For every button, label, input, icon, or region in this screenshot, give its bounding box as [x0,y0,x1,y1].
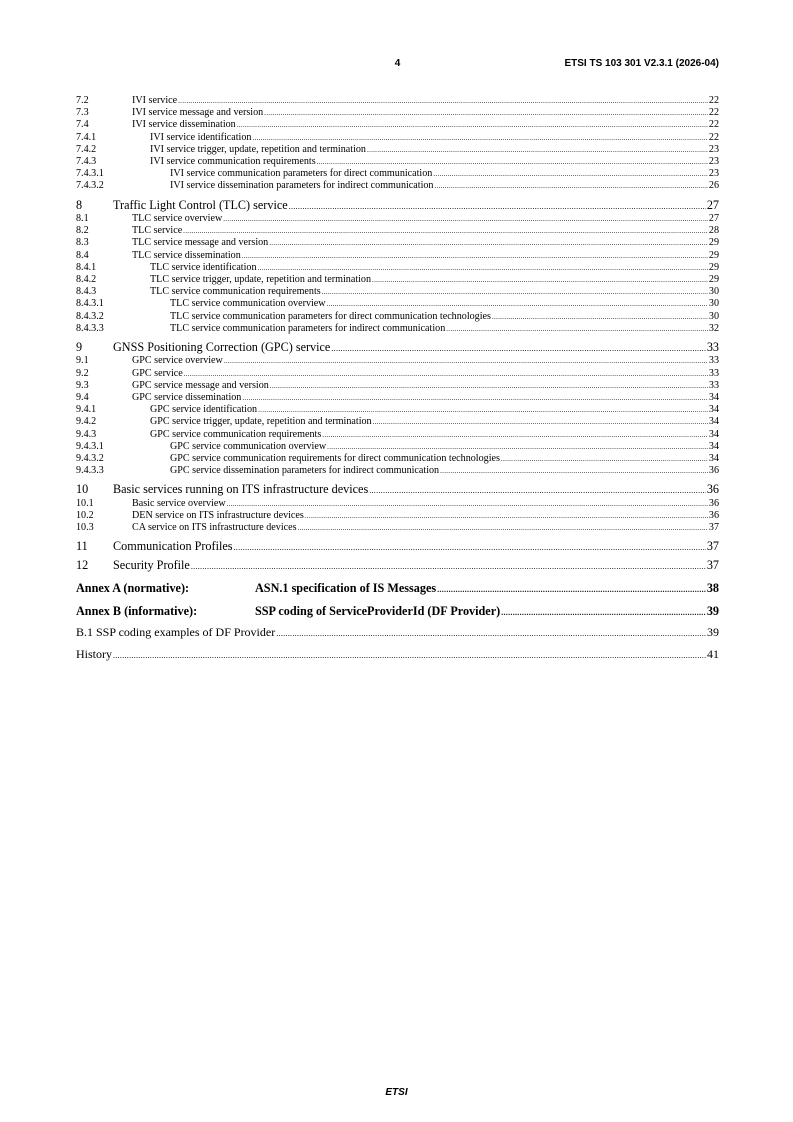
toc-entry-number: 9.4.3.2 [76,452,104,464]
toc-entry[interactable] [76,225,719,237]
toc-entry-number: 9.3 [76,379,89,391]
toc-leader-dots [234,541,706,555]
page-footer: ETSI [385,1087,408,1098]
toc-entry-page: 34 [708,452,719,464]
toc-entry[interactable] [76,510,719,522]
toc-entry-number: 10.3 [76,522,94,534]
toc-entry[interactable] [76,380,719,392]
toc-entry-page: 37 [708,522,719,534]
toc-entry-page: 30 [708,286,719,298]
toc-leader-dots [492,311,708,323]
toc-entry-page: 34 [708,416,719,428]
toc-entry-page: 30 [708,298,719,310]
toc-leader-dots [369,484,706,498]
toc-leader-dots [327,441,708,453]
toc-entry-title: TLC service communication requirements [150,286,321,298]
toc-entry[interactable] [76,647,719,661]
toc-entry-page: 34 [708,440,719,452]
toc-entry-title: GPC service overview [132,355,223,367]
toc-entry-number: 9.2 [76,367,89,379]
toc-entry-number: 9.4.3 [76,428,97,440]
toc-entry-number: 9.4.1 [76,404,97,416]
toc-entry-title: GPC service communication requirements [150,428,322,440]
toc-leader-dots [331,342,705,356]
toc-leader-dots [373,416,708,428]
toc-leader-dots [184,368,708,380]
toc-leader-dots [252,132,707,144]
toc-entry-title: TLC service overview [132,213,223,224]
toc-entry-page: 28 [708,225,719,237]
toc-leader-dots [191,560,706,574]
toc-entry-title: History [76,647,112,662]
toc-entry[interactable] [76,604,719,618]
toc-entry-number: 7.4 [76,119,89,131]
toc-entry[interactable] [76,625,719,639]
toc-leader-dots [223,213,708,225]
toc-entry-title: GPC service trigger, update, repetition and termination [150,416,372,428]
toc-entry-page: 22 [708,107,719,119]
toc-entry-page: 36 [708,465,719,477]
toc-entry-page: 27 [708,213,719,224]
toc-entry-number: 7.4.3.1 [76,168,104,180]
toc-leader-dots [440,465,708,477]
toc-entry-page: 34 [708,391,719,403]
toc-entry-page: 23 [708,155,719,167]
toc-entry-title: TLC service message and version [132,237,269,249]
toc-entry-title: SSP coding of ServiceProviderId (DF Provider) [255,604,501,619]
toc-entry[interactable] [76,539,719,553]
toc-entry[interactable] [76,237,719,249]
page-header [76,58,719,72]
toc-leader-dots [242,250,708,262]
toc-leader-dots [305,510,708,522]
page-number: 4 [394,58,401,69]
toc-entry-number: 7.4.3 [76,155,97,167]
toc-entry[interactable] [76,311,719,323]
toc-entry-title: GPC service message and version [132,379,269,391]
toc-entry-title: GPC service communication overview [170,440,327,452]
toc-entry-title: TLC service communication overview [170,298,326,310]
toc-entry-page: 29 [708,273,719,285]
toc-leader-dots [289,200,706,214]
toc-entry-title: GPC service dissemination [132,391,242,403]
toc-leader-dots [322,429,708,441]
toc-entry-title: IVI service [132,95,178,106]
toc-leader-dots [372,274,708,286]
toc-entry-page: 41 [707,647,719,662]
toc-entry[interactable] [76,498,719,510]
toc-entry[interactable] [76,156,719,168]
toc-entry-title: IVI service dissemination [132,119,236,131]
toc-entry[interactable] [76,95,719,107]
toc-entry-number: 8.4.3.3 [76,322,104,334]
toc-entry-page: 23 [708,168,719,180]
toc-entry-number: 10.1 [76,497,94,509]
toc-entry-number: 12 [76,558,89,573]
table-of-contents [76,95,719,661]
toc-leader-dots [269,237,708,249]
toc-leader-dots [367,144,708,156]
toc-entry-title: SSP coding examples of DF Provider [96,625,276,640]
toc-entry-title: Communication Profiles [113,539,233,554]
toc-entry[interactable] [76,558,719,572]
toc-entry-page: 39 [707,625,719,640]
toc-entry[interactable] [76,168,719,180]
toc-entry-title: TLC service trigger, update, repetition and termination [150,273,372,285]
toc-entry-page: 33 [708,379,719,391]
toc-entry-title: GNSS Positioning Correction (GPC) service [113,339,331,354]
toc-entry-number: 9.4.3.1 [76,440,104,452]
toc-entry-page: 36 [706,482,719,497]
toc-entry-title: GPC service identification [150,404,258,416]
toc-entry-page: 36 [708,509,719,521]
toc-entry-number: 7.2 [76,95,89,106]
toc-entry[interactable] [76,250,719,262]
toc-entry[interactable] [76,429,719,441]
toc-leader-dots [183,225,708,237]
toc-entry-title: IVI service dissemination parameters for indirect communication [170,180,434,192]
toc-entry-number: 8.2 [76,225,89,237]
toc-entry-page: 30 [708,310,719,322]
toc-entry[interactable] [76,416,719,428]
toc-entry-number: 10.2 [76,509,94,521]
toc-entry-title: TLC service dissemination [132,249,241,261]
toc-entry[interactable] [76,522,719,534]
toc-entry-page: 29 [708,249,719,261]
toc-leader-dots [276,627,706,641]
toc-leader-dots [242,392,708,404]
toc-entry-page: 22 [708,95,719,106]
toc-entry-page: 32 [708,322,719,334]
toc-leader-dots [446,323,708,335]
toc-entry-number: 8.3 [76,237,89,249]
toc-entry-number: 8.4.1 [76,261,97,273]
toc-entry[interactable] [76,581,719,595]
toc-leader-dots [258,404,708,416]
toc-entry-page: 29 [708,237,719,249]
toc-entry[interactable] [76,355,719,367]
toc-entry-page: 22 [708,119,719,131]
toc-entry-title: TLC service communication parameters for direct communication technologies [170,310,491,322]
toc-entry-number: 8.4.3.2 [76,310,104,322]
toc-entry-number: 9.4.2 [76,416,97,428]
toc-entry-number: Annex B (informative): [76,604,198,619]
toc-entry-number: 9 [76,339,83,354]
toc-entry-page: 39 [706,604,719,619]
toc-entry-number: B.1 [76,625,94,640]
toc-entry[interactable] [76,465,719,477]
toc-entry-title: GPC service dissemination parameters for indirect communication [170,465,440,477]
toc-leader-dots [258,262,708,274]
toc-entry-number: 8.1 [76,213,89,224]
toc-entry[interactable] [76,453,719,465]
toc-leader-dots [178,95,708,107]
toc-entry-number: 9.1 [76,355,89,367]
toc-leader-dots [317,156,708,168]
document-id: ETSI TS 103 301 V2.3.1 (2026-04) [564,58,719,69]
toc-entry-page: 26 [708,180,719,192]
toc-entry-number: 8.4.3.1 [76,298,104,310]
toc-entry-title: CA service on ITS infrastructure devices [132,522,297,534]
toc-entry-title: IVI service trigger, update, repetition and termination [150,143,366,155]
toc-entry[interactable] [76,198,719,212]
toc-entry-number: 7.4.1 [76,131,97,143]
toc-leader-dots [437,583,706,597]
toc-entry-title: IVI service identification [150,131,252,143]
toc-entry-title: IVI service communication parameters for direct communication [170,168,433,180]
toc-entry-number: 8 [76,197,83,212]
toc-entry-number: 10 [76,482,89,497]
toc-entry[interactable] [76,441,719,453]
toc-entry-title: Basic service overview [132,497,226,509]
toc-entry-title: DEN service on ITS infrastructure devices [132,509,304,521]
toc-entry-page: 23 [708,143,719,155]
toc-entry[interactable] [76,368,719,380]
toc-entry-number: 11 [76,539,88,554]
toc-leader-dots [113,649,706,663]
toc-entry-number: 8.4 [76,249,89,261]
toc-entry-page: 22 [708,131,719,143]
toc-leader-dots [224,355,708,367]
toc-entry-page: 34 [708,428,719,440]
toc-entry-number: 7.4.3.2 [76,180,104,192]
toc-entry[interactable] [76,274,719,286]
toc-entry-page: 37 [706,539,719,554]
toc-entry-number: Annex A (normative): [76,581,190,596]
toc-entry[interactable] [76,404,719,416]
toc-leader-dots [327,298,708,310]
toc-entry[interactable] [76,298,719,310]
toc-leader-dots [237,119,708,131]
toc-entry[interactable] [76,144,719,156]
toc-entry-title: TLC service communication parameters for indirect communication [170,322,446,334]
toc-entry-title: IVI service communication requirements [150,155,316,167]
toc-leader-dots [264,107,708,119]
toc-entry-title: Basic services running on ITS infrastructure devices [113,482,369,497]
toc-entry-title: GPC service communication requirements for direct communication technologies [170,452,500,464]
toc-leader-dots [298,522,708,534]
toc-entry-title: Security Profile [113,558,190,573]
toc-entry[interactable] [76,286,719,298]
toc-entry-page: 36 [708,497,719,509]
toc-entry-title: ASN.1 specification of IS Messages [255,581,437,596]
toc-entry-number: 9.4.3.3 [76,465,104,477]
toc-entry-number: 7.4.2 [76,143,97,155]
toc-leader-dots [433,168,708,180]
toc-entry-page: 38 [706,581,719,596]
toc-entry-page: 29 [708,261,719,273]
toc-entry[interactable] [76,180,719,192]
toc-entry[interactable] [76,323,719,335]
toc-entry[interactable] [76,119,719,131]
toc-leader-dots [270,380,708,392]
toc-entry-title: GPC service [132,367,183,379]
toc-entry[interactable] [76,482,719,496]
toc-leader-dots [322,286,708,298]
toc-entry-number: 8.4.3 [76,286,97,298]
toc-entry-number: 8.4.2 [76,273,97,285]
toc-entry[interactable] [76,132,719,144]
toc-leader-dots [434,180,707,192]
toc-entry-title: Traffic Light Control (TLC) service [113,197,288,212]
toc-entry-number: 7.3 [76,107,89,119]
toc-entry[interactable] [76,340,719,354]
toc-entry[interactable] [76,262,719,274]
toc-entry-page: 33 [708,367,719,379]
toc-entry-number: 9.4 [76,391,89,403]
toc-entry-title: TLC service identification [150,261,257,273]
toc-entry[interactable] [76,392,719,404]
toc-entry-title: IVI service message and version [132,107,264,119]
toc-entry-page: 33 [706,339,719,354]
toc-entry-page: 33 [708,355,719,367]
toc-entry-page: 34 [708,404,719,416]
toc-entry-page: 37 [706,558,719,573]
toc-entry-title: TLC service [132,225,183,237]
toc-entry[interactable] [76,107,719,119]
toc-leader-dots [227,498,708,510]
toc-entry-page: 27 [706,197,719,212]
toc-leader-dots [501,606,706,620]
toc-leader-dots [501,453,708,465]
toc-entry[interactable] [76,213,719,225]
